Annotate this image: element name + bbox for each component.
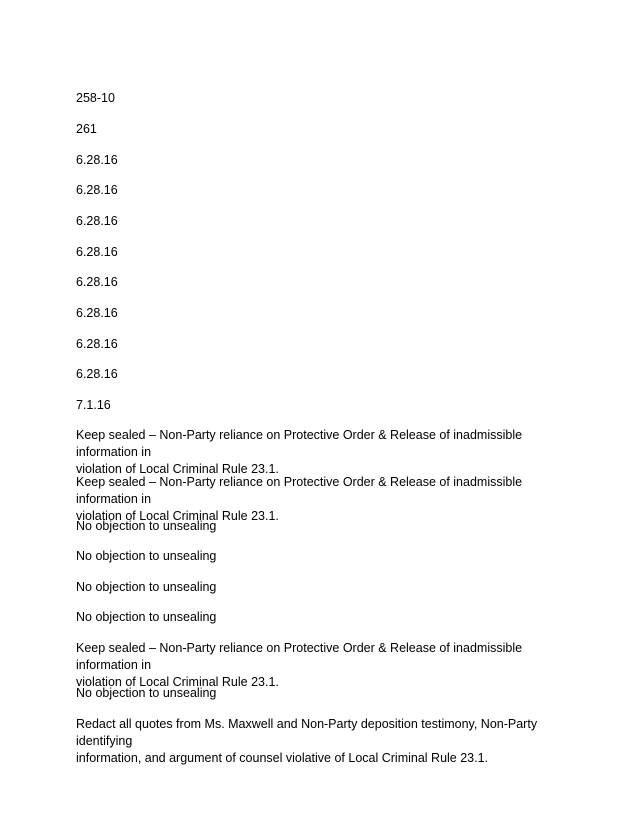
- paragraph-line: Redact all quotes from Ms. Maxwell and Non-Party deposition testimony, Non-Party identifying: [76, 717, 538, 748]
- paragraph-line: No objection to unsealing: [76, 549, 217, 563]
- entry-8: 6.28.16: [76, 306, 118, 320]
- paragraph-9: [76, 716, 571, 767]
- paragraph-6: [76, 609, 571, 626]
- entry-7: 6.28.16: [76, 275, 118, 289]
- paragraph-line: No objection to unsealing: [76, 580, 217, 594]
- entry-1: 258-10: [76, 91, 115, 105]
- paragraph-1: [76, 427, 571, 478]
- entry-11: 7.1.16: [76, 398, 111, 412]
- paragraph-line: Keep sealed – Non-Party reliance on Protective Order & Release of inadmissible information in: [76, 475, 523, 506]
- paragraph-line: violation of Local Criminal Rule 23.1.: [76, 509, 279, 523]
- entry-4: 6.28.16: [76, 183, 118, 197]
- paragraph-8: [76, 685, 571, 702]
- paragraph-line: Keep sealed – Non-Party reliance on Protective Order & Release of inadmissible information in: [76, 428, 523, 459]
- entry-2: 261: [76, 122, 97, 136]
- paragraph-5: [76, 579, 571, 596]
- entry-6: 6.28.16: [76, 245, 118, 259]
- entry-5: 6.28.16: [76, 214, 118, 228]
- paragraph-line: violation of Local Criminal Rule 23.1.: [76, 675, 279, 689]
- paragraph-line: information, and argument of counsel violative of Local Criminal Rule 23.1.: [76, 751, 489, 765]
- entry-10: 6.28.16: [76, 367, 118, 381]
- paragraph-7: [76, 640, 571, 691]
- paragraph-line: No objection to unsealing: [76, 610, 217, 624]
- entry-9: 6.28.16: [76, 337, 118, 351]
- paragraph-line: No objection to unsealing: [76, 519, 217, 533]
- paragraph-4: [76, 548, 571, 565]
- entry-3: 6.28.16: [76, 153, 118, 167]
- paragraph-line: Keep sealed – Non-Party reliance on Protective Order & Release of inadmissible information in: [76, 641, 523, 672]
- paragraph-line: No objection to unsealing: [76, 686, 217, 700]
- paragraph-3: [76, 518, 571, 535]
- paragraph-line: violation of Local Criminal Rule 23.1.: [76, 462, 279, 476]
